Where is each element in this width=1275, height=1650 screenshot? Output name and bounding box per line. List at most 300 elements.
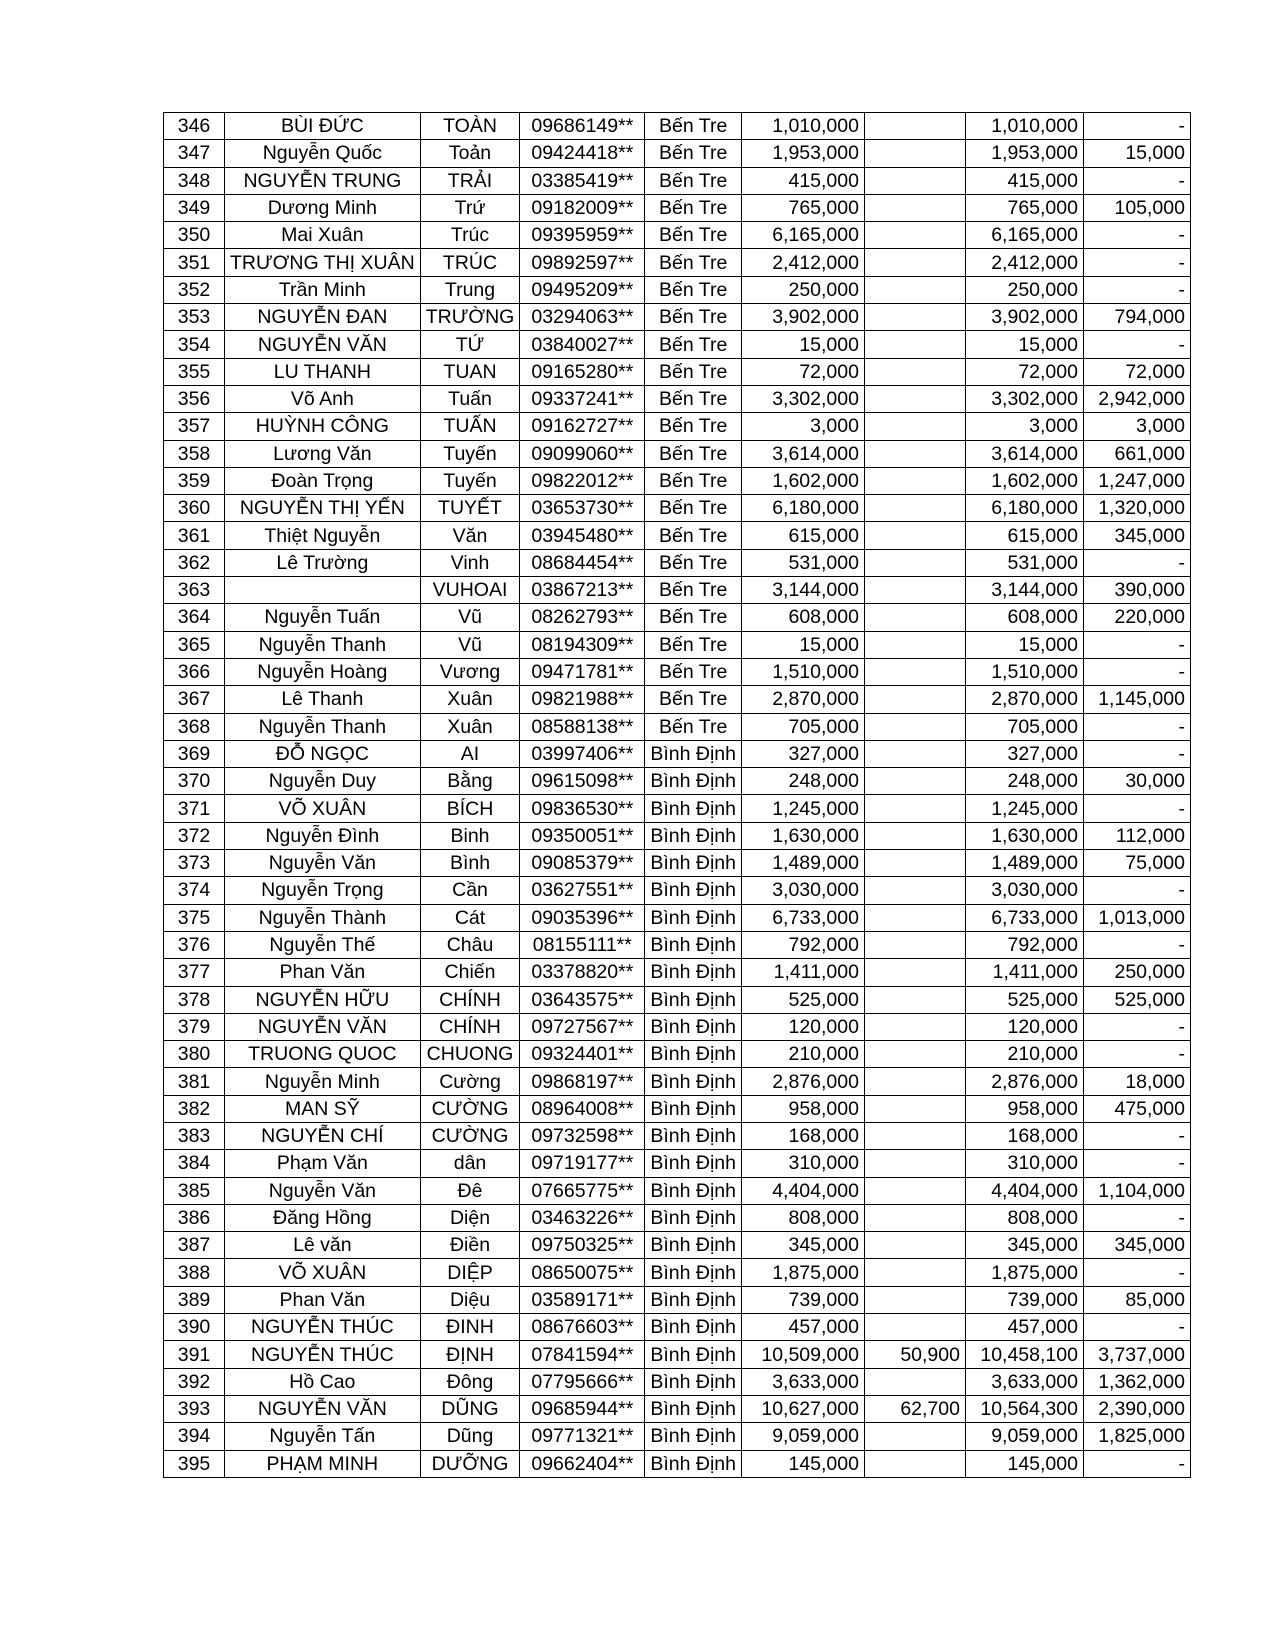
table-body <box>164 113 1191 1478</box>
balance-cell: - <box>1083 1204 1190 1231</box>
amount-cell: 2,870,000 <box>741 686 864 713</box>
province-cell: Bình Định <box>645 986 742 1013</box>
net-amount-cell: 1,411,000 <box>965 959 1083 986</box>
table-row <box>164 768 1191 795</box>
balance-cell: - <box>1083 331 1190 358</box>
surname-cell: Hồ Cao <box>225 1368 421 1395</box>
balance-cell: - <box>1083 658 1190 685</box>
deduction-cell <box>864 276 965 303</box>
amount-cell: 310,000 <box>741 1150 864 1177</box>
row-number-cell: 385 <box>164 1177 225 1204</box>
surname-cell: BÙI ĐỨC <box>225 113 421 140</box>
amount-cell: 210,000 <box>741 1041 864 1068</box>
balance-cell: 661,000 <box>1083 440 1190 467</box>
deduction-cell <box>864 1450 965 1477</box>
province-cell: Bến Tre <box>645 385 742 412</box>
amount-cell: 531,000 <box>741 549 864 576</box>
phone-cell: 03385419** <box>520 167 645 194</box>
province-cell: Bến Tre <box>645 304 742 331</box>
balance-cell: - <box>1083 1150 1190 1177</box>
province-cell: Bình Định <box>645 1095 742 1122</box>
table-row <box>164 631 1191 658</box>
row-number-cell: 362 <box>164 549 225 576</box>
net-amount-cell: 120,000 <box>965 1013 1083 1040</box>
table-row <box>164 1204 1191 1231</box>
row-number-cell: 366 <box>164 658 225 685</box>
given-name-cell: ĐỊNH <box>420 1341 520 1368</box>
balance-cell: 1,013,000 <box>1083 904 1190 931</box>
deduction-cell <box>864 577 965 604</box>
phone-cell: 09471781** <box>520 658 645 685</box>
phone-cell: 09821988** <box>520 686 645 713</box>
table-row <box>164 413 1191 440</box>
surname-cell: NGUYỄN THỊ YẾN <box>225 495 421 522</box>
phone-cell: 09182009** <box>520 194 645 221</box>
phone-cell: 09719177** <box>520 1150 645 1177</box>
table-row <box>164 850 1191 877</box>
amount-cell: 792,000 <box>741 931 864 958</box>
surname-cell: Nguyễn Tấn <box>225 1423 421 1450</box>
balance-cell: 2,390,000 <box>1083 1395 1190 1422</box>
net-amount-cell: 1,489,000 <box>965 850 1083 877</box>
given-name-cell: BÍCH <box>420 795 520 822</box>
deduction-cell <box>864 440 965 467</box>
row-number-cell: 382 <box>164 1095 225 1122</box>
deduction-cell <box>864 140 965 167</box>
phone-cell: 09868197** <box>520 1068 645 1095</box>
phone-cell: 07665775** <box>520 1177 645 1204</box>
phone-cell: 09350051** <box>520 822 645 849</box>
net-amount-cell: 1,510,000 <box>965 658 1083 685</box>
net-amount-cell: 2,876,000 <box>965 1068 1083 1095</box>
table-row <box>164 222 1191 249</box>
province-cell: Bến Tre <box>645 577 742 604</box>
province-cell: Bến Tre <box>645 631 742 658</box>
province-cell: Bến Tre <box>645 440 742 467</box>
phone-cell: 08194309** <box>520 631 645 658</box>
deduction-cell <box>864 604 965 631</box>
balance-cell: 1,145,000 <box>1083 686 1190 713</box>
surname-cell: Nguyễn Minh <box>225 1068 421 1095</box>
province-cell: Bình Định <box>645 877 742 904</box>
surname-cell: Nguyễn Hoàng <box>225 658 421 685</box>
phone-cell: 09892597** <box>520 249 645 276</box>
given-name-cell: Đông <box>420 1368 520 1395</box>
deduction-cell <box>864 1232 965 1259</box>
balance-cell: 105,000 <box>1083 194 1190 221</box>
balance-cell: - <box>1083 795 1190 822</box>
given-name-cell: Dũng <box>420 1423 520 1450</box>
balance-cell: - <box>1083 249 1190 276</box>
phone-cell: 03997406** <box>520 740 645 767</box>
phone-cell: 03378820** <box>520 959 645 986</box>
row-number-cell: 372 <box>164 822 225 849</box>
province-cell: Bình Định <box>645 1232 742 1259</box>
net-amount-cell: 210,000 <box>965 1041 1083 1068</box>
province-cell: Bến Tre <box>645 276 742 303</box>
phone-cell: 09836530** <box>520 795 645 822</box>
deduction-cell <box>864 331 965 358</box>
row-number-cell: 350 <box>164 222 225 249</box>
row-number-cell: 360 <box>164 495 225 522</box>
surname-cell: TRƯƠNG THỊ XUÂN <box>225 249 421 276</box>
table-row <box>164 959 1191 986</box>
balance-cell: 3,737,000 <box>1083 1341 1190 1368</box>
given-name-cell: Toản <box>420 140 520 167</box>
table-row <box>164 1450 1191 1477</box>
table-row <box>164 795 1191 822</box>
balance-cell: 72,000 <box>1083 358 1190 385</box>
row-number-cell: 364 <box>164 604 225 631</box>
amount-cell: 6,180,000 <box>741 495 864 522</box>
balance-cell: - <box>1083 1041 1190 1068</box>
phone-cell: 08588138** <box>520 713 645 740</box>
net-amount-cell: 739,000 <box>965 1286 1083 1313</box>
net-amount-cell: 792,000 <box>965 931 1083 958</box>
row-number-cell: 365 <box>164 631 225 658</box>
amount-cell: 248,000 <box>741 768 864 795</box>
net-amount-cell: 1,953,000 <box>965 140 1083 167</box>
net-amount-cell: 608,000 <box>965 604 1083 631</box>
province-cell: Bình Định <box>645 1041 742 1068</box>
amount-cell: 168,000 <box>741 1122 864 1149</box>
deduction-cell <box>864 822 965 849</box>
deduction-cell <box>864 795 965 822</box>
phone-cell: 07841594** <box>520 1341 645 1368</box>
given-name-cell: Binh <box>420 822 520 849</box>
phone-cell: 09495209** <box>520 276 645 303</box>
phone-cell: 09822012** <box>520 467 645 494</box>
surname-cell: LU THANH <box>225 358 421 385</box>
table-row <box>164 1259 1191 1286</box>
deduction-cell <box>864 1368 965 1395</box>
table-row <box>164 1341 1191 1368</box>
balance-cell: 250,000 <box>1083 959 1190 986</box>
given-name-cell: Trung <box>420 276 520 303</box>
given-name-cell: TỨ <box>420 331 520 358</box>
balance-cell: - <box>1083 1013 1190 1040</box>
surname-cell: NGUYỄN THÚC <box>225 1314 421 1341</box>
surname-cell <box>225 577 421 604</box>
deduction-cell <box>864 904 965 931</box>
surname-cell: Thiệt Nguyễn <box>225 522 421 549</box>
row-number-cell: 349 <box>164 194 225 221</box>
province-cell: Bình Định <box>645 768 742 795</box>
net-amount-cell: 531,000 <box>965 549 1083 576</box>
table-row <box>164 1122 1191 1149</box>
deduction-cell <box>864 1423 965 1450</box>
balance-cell: 794,000 <box>1083 304 1190 331</box>
balance-cell: 1,104,000 <box>1083 1177 1190 1204</box>
balance-cell: 2,942,000 <box>1083 385 1190 412</box>
deduction-cell <box>864 467 965 494</box>
province-cell: Bến Tre <box>645 604 742 631</box>
phone-cell: 03867213** <box>520 577 645 604</box>
net-amount-cell: 3,902,000 <box>965 304 1083 331</box>
given-name-cell: DŨNG <box>420 1395 520 1422</box>
province-cell: Bến Tre <box>645 222 742 249</box>
table-row <box>164 1423 1191 1450</box>
given-name-cell: DƯỠNG <box>420 1450 520 1477</box>
surname-cell: VÕ XUÂN <box>225 1259 421 1286</box>
net-amount-cell: 958,000 <box>965 1095 1083 1122</box>
amount-cell: 327,000 <box>741 740 864 767</box>
province-cell: Bình Định <box>645 1068 742 1095</box>
given-name-cell: Điền <box>420 1232 520 1259</box>
row-number-cell: 373 <box>164 850 225 877</box>
balance-cell: - <box>1083 167 1190 194</box>
phone-cell: 03627551** <box>520 877 645 904</box>
balance-cell: - <box>1083 740 1190 767</box>
net-amount-cell: 3,000 <box>965 413 1083 440</box>
balance-cell: - <box>1083 549 1190 576</box>
surname-cell: MAN SỸ <box>225 1095 421 1122</box>
amount-cell: 72,000 <box>741 358 864 385</box>
province-cell: Bình Định <box>645 1450 742 1477</box>
amount-cell: 415,000 <box>741 167 864 194</box>
phone-cell: 09750325** <box>520 1232 645 1259</box>
row-number-cell: 376 <box>164 931 225 958</box>
table-row <box>164 686 1191 713</box>
province-cell: Bình Định <box>645 1122 742 1149</box>
phone-cell: 09099060** <box>520 440 645 467</box>
amount-cell: 1,953,000 <box>741 140 864 167</box>
table-row <box>164 658 1191 685</box>
amount-cell: 457,000 <box>741 1314 864 1341</box>
balance-cell: - <box>1083 1450 1190 1477</box>
amount-cell: 1,010,000 <box>741 113 864 140</box>
table-row <box>164 1314 1191 1341</box>
given-name-cell: CƯỜNG <box>420 1122 520 1149</box>
deduction-cell <box>864 959 965 986</box>
province-cell: Bến Tre <box>645 194 742 221</box>
given-name-cell: dân <box>420 1150 520 1177</box>
row-number-cell: 368 <box>164 713 225 740</box>
given-name-cell: CHUONG <box>420 1041 520 1068</box>
net-amount-cell: 250,000 <box>965 276 1083 303</box>
net-amount-cell: 345,000 <box>965 1232 1083 1259</box>
table-row <box>164 713 1191 740</box>
balance-cell: 18,000 <box>1083 1068 1190 1095</box>
province-cell: Bình Định <box>645 1314 742 1341</box>
balance-cell: - <box>1083 1314 1190 1341</box>
table-row <box>164 822 1191 849</box>
table-row <box>164 304 1191 331</box>
row-number-cell: 361 <box>164 522 225 549</box>
amount-cell: 4,404,000 <box>741 1177 864 1204</box>
phone-cell: 09424418** <box>520 140 645 167</box>
row-number-cell: 394 <box>164 1423 225 1450</box>
surname-cell: Võ Anh <box>225 385 421 412</box>
deduction-cell <box>864 877 965 904</box>
amount-cell: 9,059,000 <box>741 1423 864 1450</box>
given-name-cell: Xuân <box>420 713 520 740</box>
table-row <box>164 877 1191 904</box>
balance-cell: 390,000 <box>1083 577 1190 604</box>
phone-cell: 03589171** <box>520 1286 645 1313</box>
net-amount-cell: 168,000 <box>965 1122 1083 1149</box>
province-cell: Bến Tre <box>645 495 742 522</box>
given-name-cell: Cần <box>420 877 520 904</box>
row-number-cell: 370 <box>164 768 225 795</box>
row-number-cell: 346 <box>164 113 225 140</box>
given-name-cell: Vinh <box>420 549 520 576</box>
surname-cell: NGUYỄN VĂN <box>225 1395 421 1422</box>
province-cell: Bình Định <box>645 1286 742 1313</box>
net-amount-cell: 2,870,000 <box>965 686 1083 713</box>
deduction-cell <box>864 658 965 685</box>
province-cell: Bến Tre <box>645 249 742 276</box>
balance-cell: 112,000 <box>1083 822 1190 849</box>
table-row <box>164 1177 1191 1204</box>
deduction-cell <box>864 931 965 958</box>
table-row <box>164 1013 1191 1040</box>
net-amount-cell: 1,245,000 <box>965 795 1083 822</box>
surname-cell: Nguyễn Thanh <box>225 713 421 740</box>
net-amount-cell: 6,733,000 <box>965 904 1083 931</box>
province-cell: Bến Tre <box>645 331 742 358</box>
given-name-cell: Diệu <box>420 1286 520 1313</box>
surname-cell: Mai Xuân <box>225 222 421 249</box>
surname-cell: NGUYỄN TRUNG <box>225 167 421 194</box>
balance-cell: - <box>1083 877 1190 904</box>
province-cell: Bến Tre <box>645 358 742 385</box>
net-amount-cell: 705,000 <box>965 713 1083 740</box>
amount-cell: 10,509,000 <box>741 1341 864 1368</box>
phone-cell: 08155111** <box>520 931 645 958</box>
surname-cell: Nguyễn Tuấn <box>225 604 421 631</box>
balance-cell: 1,825,000 <box>1083 1423 1190 1450</box>
province-cell: Bình Định <box>645 904 742 931</box>
deduction-cell <box>864 249 965 276</box>
row-number-cell: 354 <box>164 331 225 358</box>
net-amount-cell: 525,000 <box>965 986 1083 1013</box>
amount-cell: 6,733,000 <box>741 904 864 931</box>
balance-cell: 85,000 <box>1083 1286 1190 1313</box>
table-row <box>164 140 1191 167</box>
given-name-cell: TOÀN <box>420 113 520 140</box>
surname-cell: NGUYỄN VĂN <box>225 1013 421 1040</box>
surname-cell: Nguyễn Trọng <box>225 877 421 904</box>
table-row <box>164 113 1191 140</box>
table-row <box>164 1041 1191 1068</box>
net-amount-cell: 1,630,000 <box>965 822 1083 849</box>
given-name-cell: Đê <box>420 1177 520 1204</box>
province-cell: Bến Tre <box>645 658 742 685</box>
deduction-cell <box>864 631 965 658</box>
net-amount-cell: 765,000 <box>965 194 1083 221</box>
surname-cell: Trần Minh <box>225 276 421 303</box>
given-name-cell: Cát <box>420 904 520 931</box>
net-amount-cell: 6,180,000 <box>965 495 1083 522</box>
net-amount-cell: 1,875,000 <box>965 1259 1083 1286</box>
province-cell: Bình Định <box>645 740 742 767</box>
amount-cell: 1,875,000 <box>741 1259 864 1286</box>
deduction-cell <box>864 1068 965 1095</box>
balance-cell: 475,000 <box>1083 1095 1190 1122</box>
net-amount-cell: 1,010,000 <box>965 113 1083 140</box>
province-cell: Bình Định <box>645 1204 742 1231</box>
amount-cell: 10,627,000 <box>741 1395 864 1422</box>
surname-cell: Đoàn Trọng <box>225 467 421 494</box>
given-name-cell: AI <box>420 740 520 767</box>
table-row <box>164 331 1191 358</box>
net-amount-cell: 10,564,300 <box>965 1395 1083 1422</box>
phone-cell: 09162727** <box>520 413 645 440</box>
net-amount-cell: 10,458,100 <box>965 1341 1083 1368</box>
province-cell: Bình Định <box>645 1150 742 1177</box>
row-number-cell: 359 <box>164 467 225 494</box>
table-row <box>164 167 1191 194</box>
given-name-cell: Vũ <box>420 631 520 658</box>
balance-cell: - <box>1083 631 1190 658</box>
given-name-cell: CHÍNH <box>420 986 520 1013</box>
deduction-cell <box>864 713 965 740</box>
surname-cell: NGUYỄN THÚC <box>225 1341 421 1368</box>
amount-cell: 3,144,000 <box>741 577 864 604</box>
table-row <box>164 604 1191 631</box>
balance-cell: 75,000 <box>1083 850 1190 877</box>
province-cell: Bến Tre <box>645 713 742 740</box>
deduction-cell <box>864 167 965 194</box>
net-amount-cell: 4,404,000 <box>965 1177 1083 1204</box>
given-name-cell: Cường <box>420 1068 520 1095</box>
balance-cell: - <box>1083 222 1190 249</box>
phone-cell: 03463226** <box>520 1204 645 1231</box>
row-number-cell: 389 <box>164 1286 225 1313</box>
row-number-cell: 367 <box>164 686 225 713</box>
row-number-cell: 380 <box>164 1041 225 1068</box>
phone-cell: 03643575** <box>520 986 645 1013</box>
row-number-cell: 378 <box>164 986 225 1013</box>
province-cell: Bình Định <box>645 931 742 958</box>
amount-cell: 3,000 <box>741 413 864 440</box>
deduction-cell <box>864 768 965 795</box>
surname-cell: NGUYỄN HỮU <box>225 986 421 1013</box>
amount-cell: 145,000 <box>741 1450 864 1477</box>
net-amount-cell: 327,000 <box>965 740 1083 767</box>
deduction-cell <box>864 1095 965 1122</box>
surname-cell: PHẠM MINH <box>225 1450 421 1477</box>
row-number-cell: 393 <box>164 1395 225 1422</box>
balance-cell: 345,000 <box>1083 1232 1190 1259</box>
balance-cell: 1,362,000 <box>1083 1368 1190 1395</box>
phone-cell: 09337241** <box>520 385 645 412</box>
row-number-cell: 355 <box>164 358 225 385</box>
row-number-cell: 375 <box>164 904 225 931</box>
province-cell: Bình Định <box>645 1013 742 1040</box>
balance-cell: - <box>1083 713 1190 740</box>
amount-cell: 958,000 <box>741 1095 864 1122</box>
phone-cell: 09395959** <box>520 222 645 249</box>
amount-cell: 15,000 <box>741 331 864 358</box>
amount-cell: 120,000 <box>741 1013 864 1040</box>
net-amount-cell: 3,302,000 <box>965 385 1083 412</box>
given-name-cell: Vương <box>420 658 520 685</box>
phone-cell: 09771321** <box>520 1423 645 1450</box>
amount-cell: 525,000 <box>741 986 864 1013</box>
province-cell: Bến Tre <box>645 413 742 440</box>
phone-cell: 08964008** <box>520 1095 645 1122</box>
province-cell: Bến Tre <box>645 549 742 576</box>
given-name-cell: DIỆP <box>420 1259 520 1286</box>
amount-cell: 1,602,000 <box>741 467 864 494</box>
surname-cell: ĐỖ NGỌC <box>225 740 421 767</box>
table-row <box>164 931 1191 958</box>
net-amount-cell: 2,412,000 <box>965 249 1083 276</box>
deduction-cell <box>864 1041 965 1068</box>
amount-cell: 3,302,000 <box>741 385 864 412</box>
